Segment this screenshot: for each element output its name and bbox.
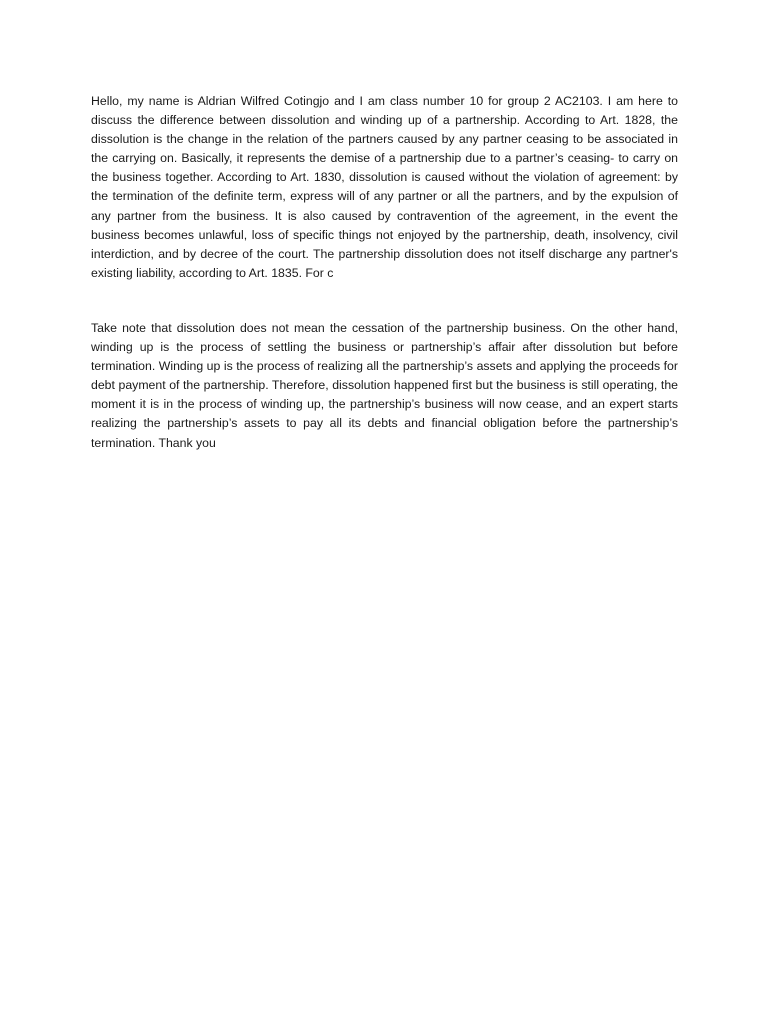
paragraph-dissolution: Hello, my name is Aldrian Wilfred Cotingjo and I am class number 10 for group 2 AC2103. I am here to discuss the difference between dissolution and winding up of a partnership. According to Art. 1828, the dissolution is the change in the relation of the partners caused by any partner ceasing to be associated in the carrying on. Basically, it represents the demise of a partnership due to a partner’s ceasing- to carry on the business together. According to Art. 1830, dissolution is caused without the violation of agreement: by the termination of the definite term, express will of any partner or all the partners, and by the expulsion of any partner from the business. It is also caused by contravention of the agreement, in the event the business becomes unlawful, loss of specific things not enjoyed by the partnership, death, insolvency, civil interdiction, and by decree of the court. The partnership dissolution does not itself discharge any partner's existing liability, according to Art. 1835. For c (91, 94, 678, 280)
paragraph-winding-up: Take note that dissolution does not mean the cessation of the partnership business. On the other hand, winding up is the process of settling the business or partnership’s affair after dissolution but before termination. Winding up is the process of realizing all the partnership’s assets and applying the proceeds for debt payment of the partnership. Therefore, dissolution happened first but the business is still operating, the moment it is in the process of winding up, the partnership’s business will now cease, and an expert starts realizing the partnership’s assets to pay all its debts and financial obligation before the partnership’s termination. Thank you (91, 321, 678, 450)
